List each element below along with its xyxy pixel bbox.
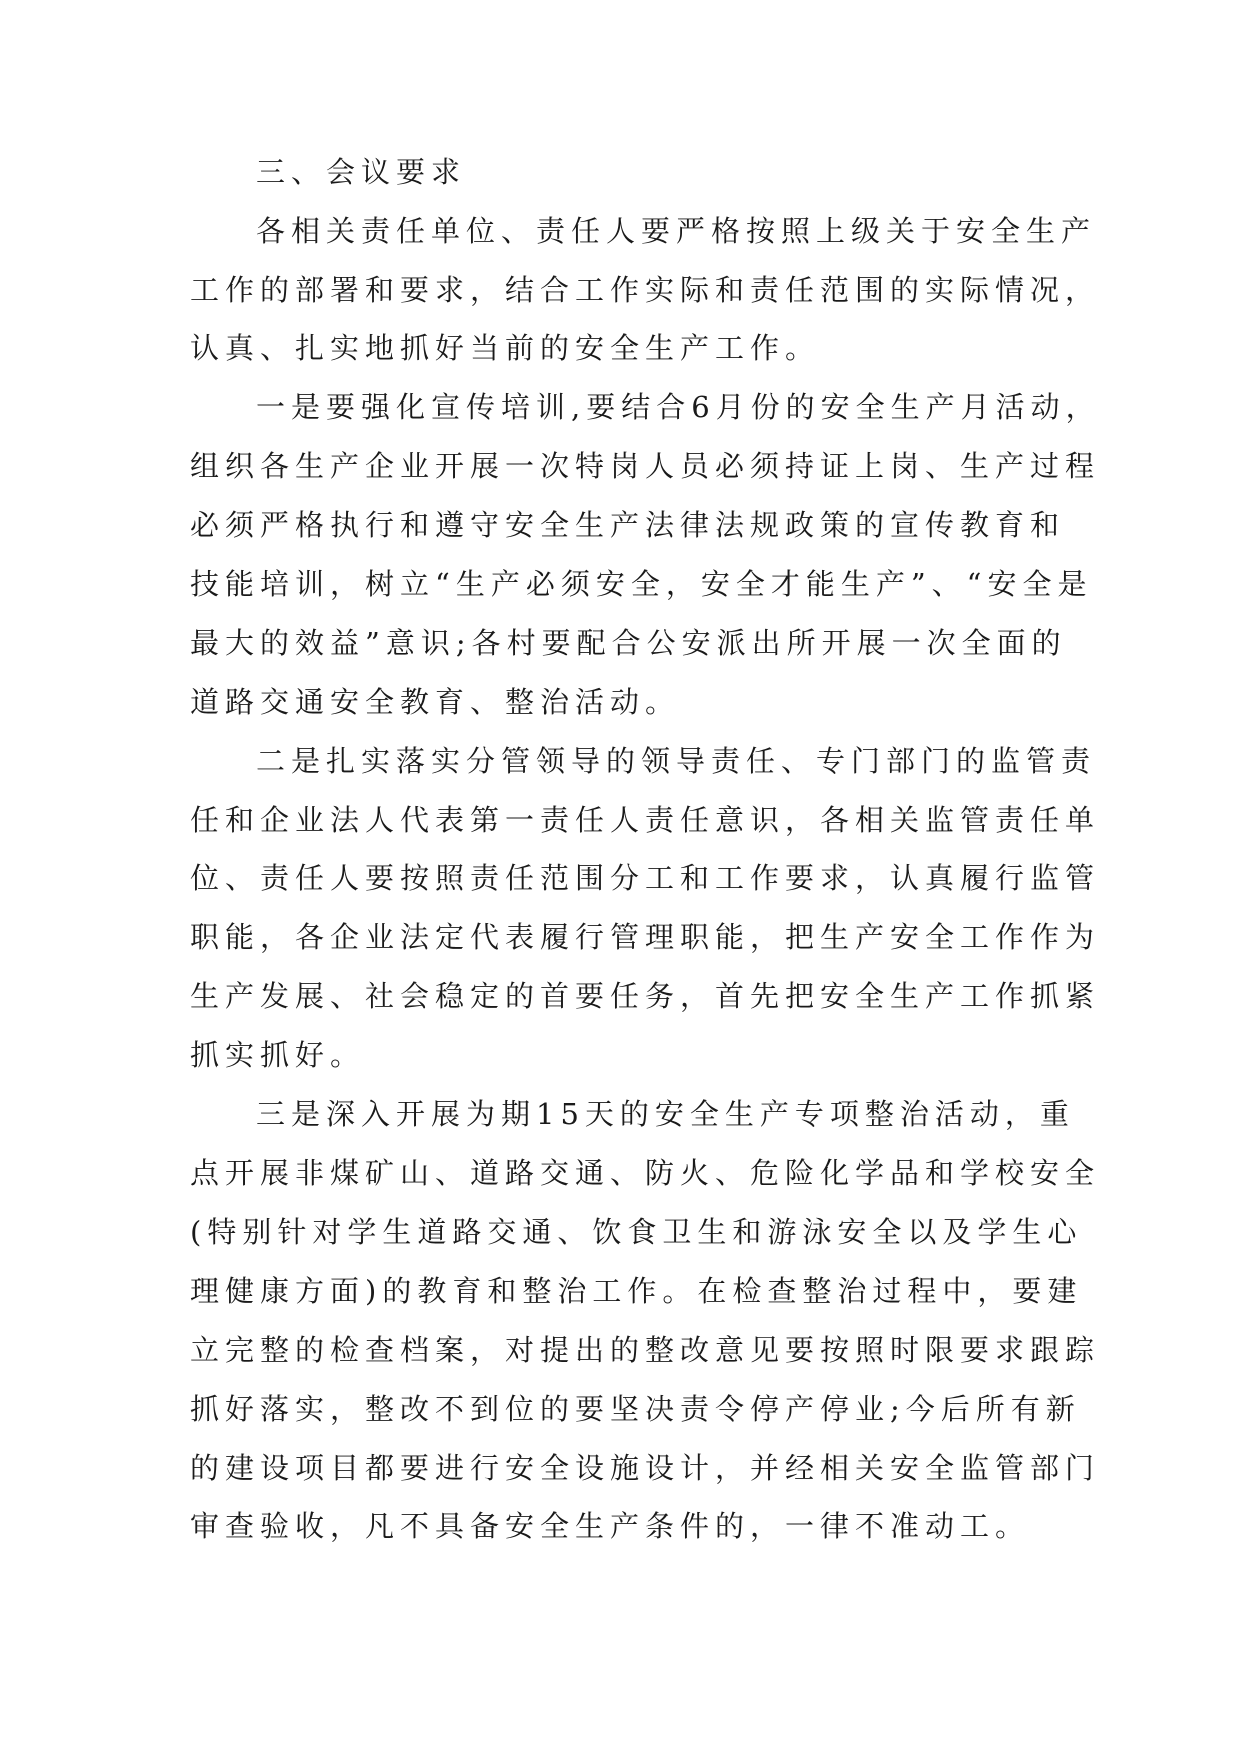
paragraph-line: 一是要强化宣传培训,要结合6月份的安全生产月活动，	[256, 390, 1101, 424]
section-heading: 三、会议要求	[256, 155, 467, 189]
paragraph-line: 任和企业法人代表第一责任人责任意识，各相关监管责任单	[190, 803, 1101, 837]
paragraph-line: 工作的部署和要求，结合工作实际和责任范围的实际情况，	[190, 273, 1101, 307]
paragraph-line: 最大的效益”意识;各村要配合公安派出所开展一次全面的	[190, 626, 1067, 660]
paragraph-line: 点开展非煤矿山、道路交通、防火、危险化学品和学校安全	[190, 1156, 1101, 1190]
paragraph-line: 理健康方面)的教育和整治工作。在检查整治过程中，要建	[190, 1274, 1083, 1308]
paragraph-line: 抓好落实，整改不到位的要坚决责令停产停业;今后所有新	[190, 1392, 1081, 1426]
paragraph-line: 各相关责任单位、责任人要严格按照上级关于安全生产	[256, 214, 1097, 248]
paragraph-line: 二是扎实落实分管领导的领导责任、专门部门的监管责	[256, 744, 1097, 778]
paragraph-line: 立完整的检查档案，对提出的整改意见要按照时限要求跟踪	[190, 1333, 1101, 1367]
paragraph-line: 位、责任人要按照责任范围分工和工作要求，认真履行监管	[190, 861, 1101, 895]
paragraph-line: 必须严格执行和遵守安全生产法律法规政策的宣传教育和	[190, 508, 1066, 542]
paragraph-line: 生产发展、社会稳定的首要任务，首先把安全生产工作抓紧	[190, 979, 1101, 1013]
paragraph-line: 道路交通安全教育、整治活动。	[190, 685, 681, 719]
paragraph-line: 认真、扎实地抓好当前的安全生产工作。	[190, 331, 821, 365]
paragraph-line: 组织各生产企业开展一次特岗人员必须持证上岗、生产过程	[190, 449, 1101, 483]
paragraph-line: 技能培训，树立“生产必须安全，安全才能生产”、“安全是	[190, 567, 1093, 601]
paragraph-line: 的建设项目都要进行安全设施设计，并经相关安全监管部门	[190, 1451, 1101, 1485]
paragraph-line: 审查验收，凡不具备安全生产条件的，一律不准动工。	[190, 1509, 1031, 1543]
paragraph-line: 抓实抓好。	[190, 1038, 366, 1072]
paragraph-line: (特别针对学生道路交通、饮食卫生和游泳安全以及学生心	[190, 1215, 1083, 1249]
paragraph-line: 三是深入开展为期15天的安全生产专项整治活动，重	[256, 1097, 1075, 1131]
paragraph-line: 职能，各企业法定代表履行管理职能，把生产安全工作作为	[190, 920, 1101, 954]
